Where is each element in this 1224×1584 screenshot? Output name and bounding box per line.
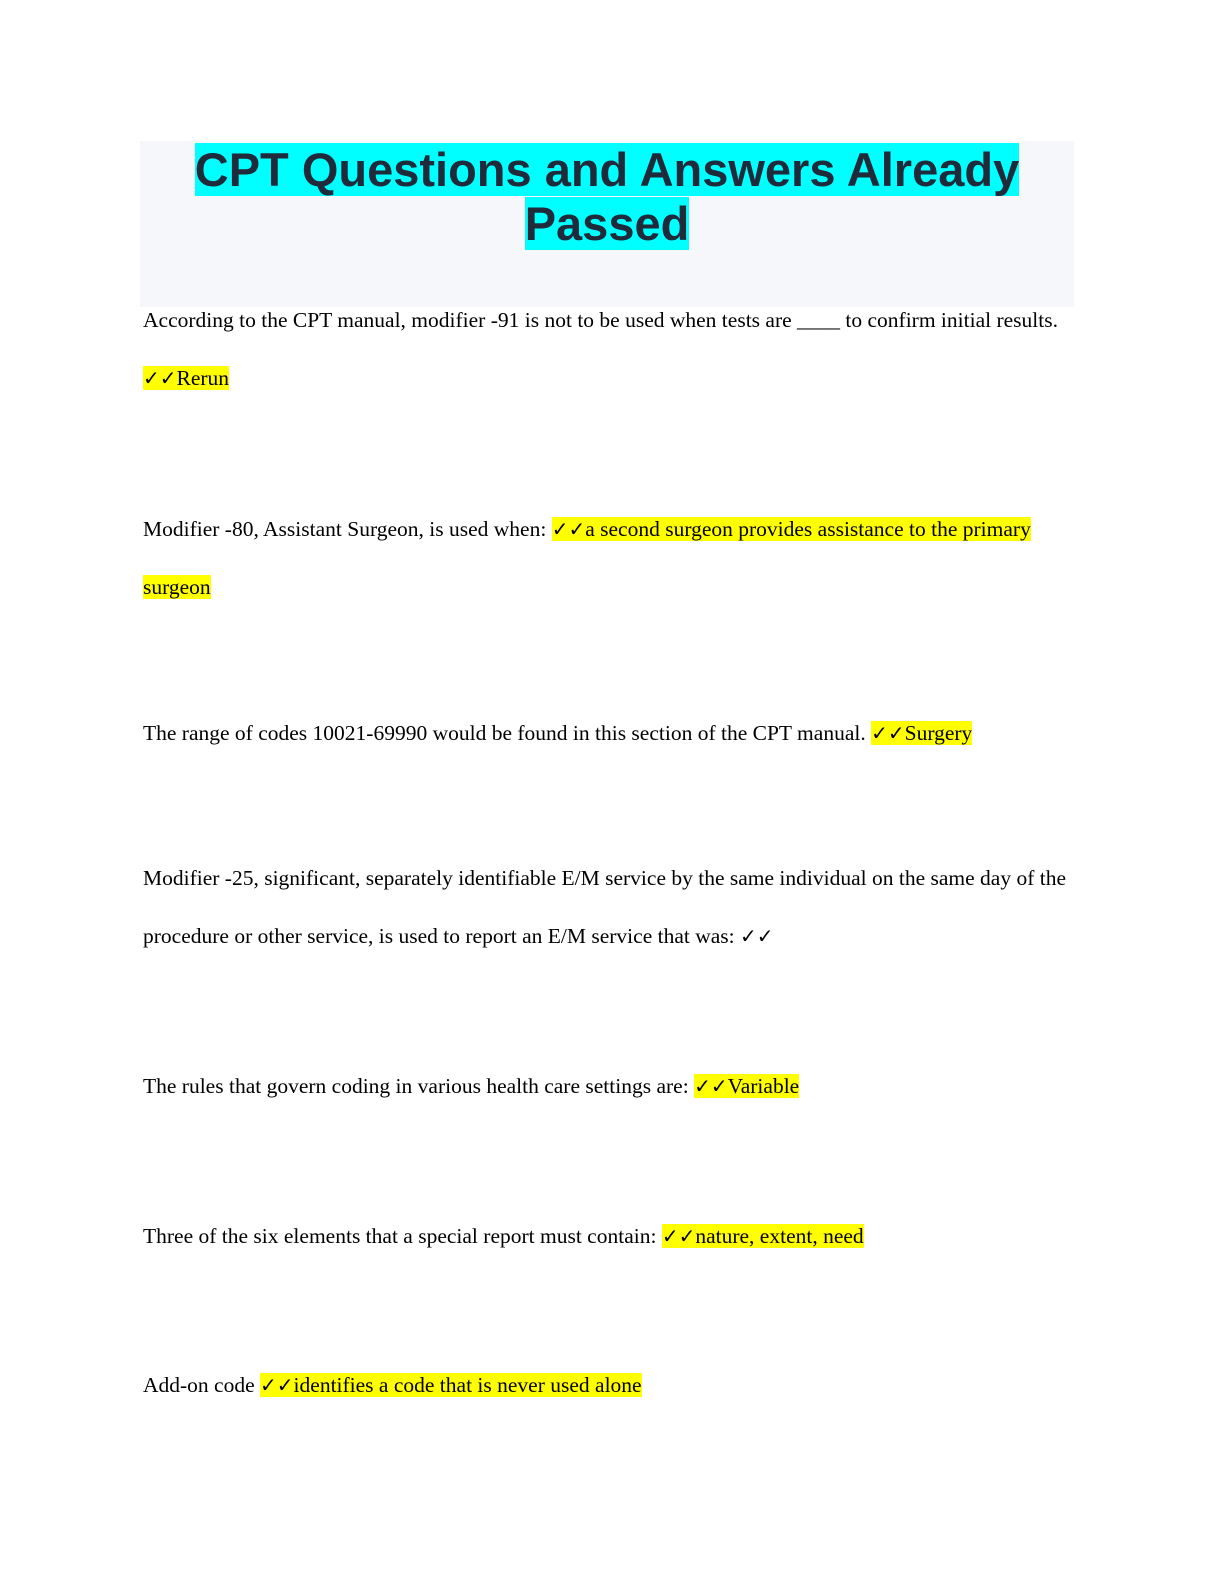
answer-text: a second surgeon provides assistance to the primary surgeon — [143, 517, 1031, 599]
answer-highlight — [871, 721, 972, 745]
qa-item — [143, 500, 1083, 616]
qa-item — [143, 1057, 1083, 1115]
answer-text: Surgery — [904, 721, 973, 745]
title-line-1: CPT Questions and Answers Already — [194, 143, 1020, 196]
answer-highlight — [143, 366, 229, 390]
check-mark-icon: ✓✓ — [871, 721, 905, 745]
check-mark-icon: ✓✓ — [551, 517, 586, 541]
check-mark-icon: ✓✓ — [740, 924, 774, 948]
qa-item — [143, 849, 1083, 965]
question-text: Add-on code — [143, 1373, 261, 1397]
question-text: According to the CPT manual, modifier -91 is not to be used when tests are ____ to confirm initial results. — [143, 308, 1058, 332]
check-mark-icon: ✓✓ — [143, 366, 177, 390]
qa-item — [143, 704, 1083, 762]
question-text: The rules that govern coding in various health care settings are: — [143, 1074, 695, 1098]
qa-item — [143, 291, 1083, 407]
question-text: Modifier -80, Assistant Surgeon, is used when: — [143, 517, 552, 541]
title-banner — [140, 141, 1074, 307]
answer-highlight — [662, 1224, 864, 1248]
answer-text: Variable — [727, 1074, 800, 1098]
check-mark-icon: ✓✓ — [661, 1224, 696, 1248]
title-line-2: Passed — [524, 197, 690, 250]
answer-highlight — [694, 1074, 799, 1098]
answer-text: nature, extent, need — [695, 1224, 864, 1248]
question-text: Three of the six elements that a special report must contain: — [143, 1224, 662, 1248]
answer-highlight — [260, 1373, 642, 1397]
check-mark-icon: ✓✓ — [260, 1373, 294, 1397]
check-mark-icon: ✓✓ — [694, 1074, 728, 1098]
qa-item — [143, 1207, 1083, 1265]
qa-item — [143, 1356, 1083, 1414]
answer-text: Rerun — [176, 366, 230, 390]
answer-text: identifies a code that is never used alone — [293, 1373, 642, 1397]
question-text: The range of codes 10021-69990 would be found in this section of the CPT manual. — [143, 721, 872, 745]
question-text: Modifier -25, significant, separately identifiable E/M service by the same individual on the same day of the procedure or other service, is used to report an E/M service that was: — [143, 866, 1067, 948]
page-title — [140, 141, 1074, 251]
